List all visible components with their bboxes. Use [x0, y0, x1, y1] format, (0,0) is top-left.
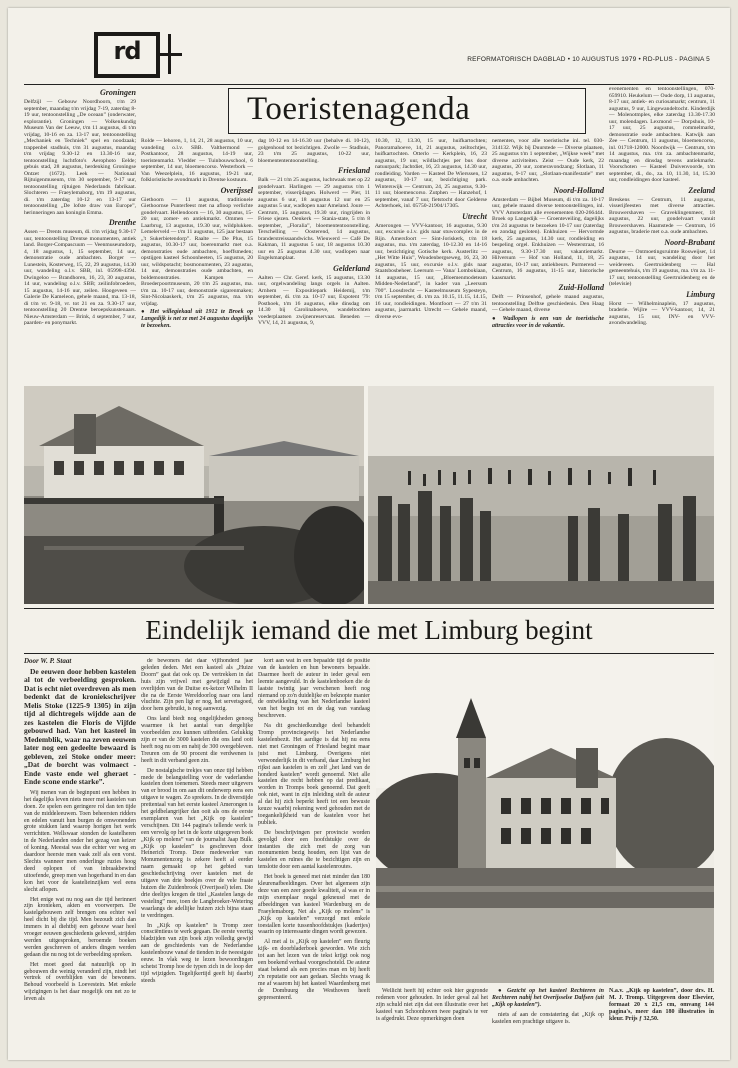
masthead-info: REFORMATORISCH DAGBLAD • 10 AUGUSTUS 1979 • RD-PLUS - PAGINA 5 [467, 56, 710, 63]
agenda-text: Breskens — Centrum, 11 augustus, visserijfeesten met diverse attracties. Brouwershaven — Graveklingenmeer, 18 augustus, 22 uur, gondelvaart vanuit Brouwershaven. Haamstede — Centrum, 16 augustus, braderie met o.a. oude ambachten. [609, 196, 715, 235]
agenda-column-6 [609, 86, 715, 382]
region-heading: Zuid-Holland [558, 283, 604, 292]
region-heading: Utrecht [462, 211, 487, 221]
agenda-text: dag 10-12 en 14-16.30 uur (behalve di. 10-12), golgenhoud tot bezichtigen. Zwolle — Stadhuis, 23 t/m 25 augustus, 10-22 uur, bloementententoonstelling. [258, 138, 370, 164]
agenda-text: Horst — Wilhelminaplein, 17 augustus, braderie. Wijlre — VVV-kantoor, 14, 21 augustus, 15 uur, INV- en VVV-avondwandeling. [609, 300, 715, 326]
article-column-2 [141, 658, 253, 1060]
article-headline: Eindelijk iemand die met Limburg begint [145, 615, 593, 645]
article-column-4 [376, 988, 488, 1060]
article-paragraph: Ons land biedt nog ongelijkheden genoeg waarmee ik het aantal van dergelijke voorbeelden zou kunnen uitbreiden. Gelukkig zijn er van de 3000 kastelen die ons land ooit heeft nog nu om en nabij de 300 overgebleven. Treuren om de 90 procent die verdwenen is heeft in dit verband geen zin. [141, 716, 253, 764]
region-heading: Friesland [337, 166, 370, 175]
agenda-text: Delfzijl — Gebouw Noordhoorn, t/m 29 september, maandag t/m vrijdag 7-19, zaterdag 8-19 uur, tentoonstelling „De oceaan” (onderwater, explorantie). Groningen — Volkenkundig Museum Van der Leeuw, t/m 11 augustus, di t/m vrijdag, 10-16 en za. 13-17 uur, tentoonstelling „Mechaniek en Techniek” spel en noodzaak; trappenbel stadhuis, t/m 31 augustus, maandag t/m vrijdag 9.30-12 en 13.30-16 uur, tentoonstelling luchtfoto's Aerophoto Eelde; gebuis stad, 28 augustus, herdenking Groningse Ontzet (1672). Leek — Nationaal Rijtuigenmuseum, t/m 30 september, 9-17 uur, tentoonstelling rijtuigen Nederlands fabrikaat. Slochteren — Fraeylemaborg, t/m 19 augustus, di. t/m zaterdag 10-12 en 13-17 uur tentoonstelling „De lofste draw van Europe”, herinneringen aan koningin Emma. [24, 99, 136, 216]
agenda-text: Amsterdam — Bijbel Museum, di t/m za. 10-17 uur, gehele maand diverse tentoonstellingen, inl. VVV Amsterdam alle evenementen 020-266444. Broek op Langedijk — Groenteveiling, dagelijks t/m 24 augustus te bezoeken 10-17 uur (zaterdag en zondag gesloten). Enkhuizen — Hervormde kerk, 25 augustus, 14.30 uur, rondleiding en bespeling orgel. Enkhuizen — Westerstraat, 16 augustus, 9.30-17.30 uur, vakantiemarkt. Hilversum — Hof van Holland, 11, 18, 25 augustus, 10-17 uur, antiekbeurs. Purmerend — Centrum, 16 augustus, 11-15 uur, historische kaasmarkt. [492, 196, 604, 281]
agenda-text: Delft — Prinsenhof, gehele maand augustus, tentoonstelling Delftse geschiedenis. Den Haag — Gehele maand, diverse [492, 294, 604, 313]
region-heading: Overijssel [220, 185, 253, 195]
section-title-box [228, 88, 586, 134]
photo-castle-rechteren [376, 658, 714, 983]
region-heading: Gelderland [333, 263, 370, 273]
photo-caption: ● Gezicht op het kasteel Rechteren in Rechteren nabij het Overijsselse Dalfsen (uit „Kijk op kastelen”). [492, 988, 604, 1008]
agenda-text: Rolde — Iehoren, 1, 14, 21, 28 augustus, 10 uur, wandeling o.l.v. SBB. Valthermond — Postkantoor, 28 augustus, 14-19 uur, toeristenmarkt. Vledder — Tuinbouwschool, 6 september, 14 uur, bloemencorso. Westerbork — Van Weezelplein, 16 augustus, 19-21 uur, folkloristische avondmarkt in Drentse kostuum. [141, 138, 253, 183]
article-paragraph: In „Kijk op kastelen” is Tromp zeer consciëntieus te werk gegaan. De eerste veertig bladzijden van zijn boek zijn volledig gewijd aan de geschiedenis van de Nederlandse kastelenbouw vanaf de tienden in de tweesigste eeuw. In vlak weg te lezen bewoordingen schetst Tromp hoe de typen zich in de loop der tijd wijzigden. Tegelijkertijd geeft hij daarbij steeds [141, 922, 253, 984]
article-paragraph: De nostalgische trekjes van onze tijd hebben mede de belangstelling voor de vaderlandse kastelen doen toenemen. Steeds meer uitgevers van er brood in om aan dit onderwerp eens een uitgave te wagen. Zo sprekers. In de diverstijde prettentaal van het eerste kasteel Amerongen is het geldbelangrijker dan ooit als ons de eerste exemplaren van het „Kijk op kastelen” verschijnen. Dit 144 pagina's tellende werk is een vervolg op het in de korte uitgegeven boek „Kijk op molens” van de journalist Jaap Bulk. „Kijk op kastelen” is geschreven door Heinerich Tromp. Deze medewerker van Monumentenzorg is zekere heeft al eerder naam gemaakt op het gebied van geschiedschrijving over kastelen met de uitgave van drie boekjes over de vele fraaie huizen die Zuidenbrook (Overijssel) telen. Die drie deeltjes kregen de titel „Kastelen langs de vesteling” mee, toen de Langbroeker-Wetering waarlangs de adellijke huizen zich bijna staan te verdringen. [141, 767, 253, 919]
article-paragraph: Al met al is „Kijk op kastelen” een fleurig kijk- en doorbladerboek geworden. Wie zich tot aan het lezen van de tekst krijgt ook nog een boekend verhaal voorgeschoteld. De auteur staat bekend als een precies man en bij heeft z'n reputatie oor aan gedaan. Slechts vraag ik me af waarom hij het kasteel Waardenberg met de Dombuurg die Westhoven heeft gepresenteerd. [258, 939, 370, 1001]
article-paragraph: kort aan wat in een bepaalde tijd de positie van de kastelen en hun bewoners bepaalde. Daarmee heeft de auteur in ieder geval een leemte aangevuld. In de kastelenboeken die de laatste twintig jaar verschenen heeft nog niemand op zo'n duidelijke en beknopte manier de ontwikkeling van het Nederlandse kasteel van het begin tot en de dag van vandaag beschreven. [258, 658, 370, 720]
photo-mudflat-walkers [368, 386, 714, 604]
agenda-text: Amerongen — VVV-kantoor, 16 augustus, 9.30 uur, excursie o.l.v. gids naar stuwcomplex in de Rijn. Amersfoort — Sint-Joriskerk, t/m 18 augustus, ma. t/m zaterdag, 10-12.30 en 14-16 uur, bezichtiging Gotische kerk. Austerlitz — „Het Witte Huis”, Woudenbergseweg, 16, 23, 30 augustus, 15 uur, excursie o.l.v. gids naar Staatsbosbeheer. Leersum — Vana/ Lombokiaan, 14 augustus, 15 uur, „Bloemenmodeteam Midden-Nederland”, in kader van „Leersum 700”. Loosdrecht — Kasteelmuseum Sypesteyn, t/m 15 september, di. t/m za. 10.15, 11.15, 14.15, 16 uur, rondleidingen. Montfoort — 27 t/m 31 augustus, jaarmarkt. Utrecht — Gehele maand, diverse evo- [375, 222, 487, 320]
article-paragraph: de bewoners dat daar vijfhonderd jaar geleden deden. Met een kasteel als „Huize Doorn” gaat dat ook op. De vertrekken in dat huis zijn vrijwel met gewijzigd na het overlijden van de Duitse ex-keizer Wilhelm II die na de Eerste Wereldoorlog naar ons land vluchtte. Zijn pen ligt er nog, het servetsgoed, door hem gebruikt, is nog aanwezig. [141, 658, 253, 713]
agenda-column-4 [375, 138, 487, 382]
region-heading: Noord-Brabant [664, 237, 715, 247]
region-heading: Groningen [99, 88, 136, 97]
newspaper-logo: rd [94, 32, 160, 78]
photo-auction-image [24, 386, 364, 604]
article-paragraph: Het boek is geneed met niet minder dan 180 kleurenafbeeldingen. Over het algemeen zijn deze van een zeer goede kwaliteit, al was er in mijn exemplaar nogal gekneusd met de afbeeldingen van kasteel Wardenburg en de Fraeylemaborg. Net als „Kijk op molens” is „Kijk op kastelen” verzorgd met enkele toestallen korte tussenhoofdstukjes (kadertjes) waarin op interessante dingen wordt gewezen. [258, 874, 370, 936]
article-byline: Door W. P. Staat [24, 658, 72, 665]
agenda-column-5 [492, 138, 604, 382]
article-paragraph: Het enige wat nu nog aan die tijd herinnert zijn kronieken, akten en voorwerpen. De kastelgebouwen zelf brengen ons echter wel heel dicht bij die tijd. Men bezoudt zich dan immers in al diehtbij een gebouw waar heel vroeger eeuwen geschiedenis geleverd, strijden werden uitgesproken, beroemde boeken werden geschreven of anders dingen werden gedaan die nu nog tot de verbeelding spreken. [24, 896, 136, 958]
article-column-5 [492, 988, 604, 1060]
region-heading: Limburg [686, 289, 715, 299]
region-heading: Noord-Holland [553, 185, 604, 195]
newspaper-page [8, 8, 730, 1060]
photo-caption: ● Het willegiekaal uit 1912 te Broek op Langedijk is net ze met 24 augustus dagelijks te bezoeken. [141, 309, 253, 329]
section-title: Toeristenagenda [247, 91, 471, 127]
article-paragraph: Na dit geschiedkundige deel behandelt Tromp provinciegewijs het Nederlandse kastelenbezit. Het aardige is dat hij nu eens niet met Groningen of Friesland begint maar juist met Limburg. Overigens niet verwonderlijk in dit verband, daar Limburg het rijkst aan kastelen is en zelf „het land van de honderd kastelen” wordt genoemd. Niet alle kastelen die recht hebben op dat predikaat, worden in Tromps boek genoemd. Dat geeft ook niet, want in zijn inleiding stelt de auteur al dat hij zich beperkt heeft tot een bewuste keuze waarbij rekening werd gehouden met de toegankelijkheid van de kastelen voor het publiek. [258, 723, 370, 826]
article-column-6 [609, 988, 714, 1060]
agenda-text: 10.30, 12, 13.30, 15 uur, huifkartochten; Panoramahoeve, 14, 21 augustus, zeiltochtjes, huifkartochten. Otterlo — Kerkplein, 16, 23 augustus, 19 uur, wildlachtjes per bus door natuurpark; Jachtdiet, 16, 23 augustus, 14.30 uur, rondleiding. Varden — Kasteel De Wiersssen, 12 augustus, 10-17 uur, bezichtiging park. Winterswijk — Centrum, 24, 25 augustus, 9.30-11 uur, bloemencorso. Zutphen — Hanzehof, 1 september, vanaf 7 uur, fietstocht door Gelderse Achterhoek, inl. 05750-21904/17305. [375, 138, 487, 209]
photo-wadlopen-image [368, 386, 714, 604]
book-details: N.a.v. „Kijk op kastelen”, door drs. H. M. J. Tromp. Uitgegeven door Elsevier, formaat 20 x 21,5 cm, omvang 144 pagina's, meer dan 180 illustraties in kleur. Prijs ƒ 32,50. [609, 988, 714, 1022]
agenda-text: Balk — 21 t/m 25 augustus, luchtwaak met op 22 gondelvaart. Harlingen — 29 augustus t/m 1 september, visserijdagen. Holwerd — Pier, 11 augustus 6 uur, 18 augustus 12 uur en 25 augustus 5 uur, wadlopen naar Ameland. Joure — Centrum, 15 augustus, 19.30 uur, ringrijden in Friese sjezen. Oenkerk — Stania-state, 5 t/m 8 september, „Floralia”, bloemententoonstelling. Terschelling — Oosterend, 14 augustus, branderstreissaandwichs. Wieuwerd — Café De Kakman, 11 augustus 5 uur, 18 augustus 10.30 uur en 25 augustus 4.30 uur, wadlopen naar Engelsmanplaat. [258, 177, 370, 261]
article-paragraph: Het moet goed dat natuurlijk op in gebouwen die weinig veranderd zijn, nindt het vertrek of overblijden van de bewoners. Behoud voorbeeld is Loevestein. Met enkele wijzigingen is het daar mogelijk om net zo te leven als [24, 961, 136, 1003]
agenda-column-1 [24, 86, 136, 382]
region-heading: Zeeland [688, 185, 715, 195]
agenda-column-2 [141, 138, 253, 382]
agenda-column-3 [258, 138, 370, 382]
agenda-text: Aalten — Chr. Geref. kerk, 15 augustus, 13.30 uur, orgelwandeling langs orgels in Aalten. Arnhem — Expositiepark Heidemij, t/m september, di. t/m za. 10-17 uur, Expotent '79: Posthoek, t/m 16 augustus, elke dinsdag om 14.30 bij Carolinaboeve, wandeltochten voederplaatsen zwijnenreservaat. Beneden — VVV, 14, 21 augustus, 9, [258, 274, 370, 326]
logo-grid-icon [158, 34, 182, 74]
photo-caption: ● Wadlopen is een van de toeristische attracties voor in de vakantie. [492, 315, 604, 329]
article-paragraph: Wij menen van de beginpunt een hebben in het dagelijks leven niets meer met kastelen van doen. Ze spelen een geringere rol dan ten tijde van de middeleeuwen. Toen beheersten ridders en edelen vanuit hun burgen de omwonenden grote stukken land waarop horigen het werk verrichtten. Wellswaar stonden de kastelheren in de Nederlanden onder het gezag van keizer of koning. Meestal was die echter ver weg en daardoor heerste men vaak zelf als een vorst. Slechts wanneer men onderlinge ruzies hoog deed oplopen of van inbraakbewind uitoefende, greep men van hogerhand in en dan kon het voor de kastelieinzijken wel eens slecht aflopen. [24, 789, 136, 893]
article-column-3 [258, 658, 370, 1060]
agenda-text: Deurne — Ontmoetingsruimte Rosweijser, 14 augustus, 14 uur, wandeling door het weideveen. Geertruidenberg — Hal gemeentehuis, t/m 19 augustus, ma. t/m za. 11-17 uur, tentoonstelling Geertruidenberg en de (televisie) [609, 248, 715, 287]
article-column-1 [24, 658, 136, 1060]
article-paragraph: De beschrijvingen per provincie worden gevolgd door een hoofdstukje over de instanties die zich met de zorg van monumenten bezig houden, een lijst van de kastelen en ruïnes die te bezichtigen zijn en tenslotte door een aantal kastelenroutes. [258, 829, 370, 871]
agenda-text: evenementen en tentoonstellingen, 070-659910. Heukelum — Oude dorp, 11 augustus, 8-17 uur, antiek- en curiosamarkt; centrum, 11 augustus, 9 uur, Lingewandeltocht. Kinderdijk — Molenotmples, elke zaterdag 13.30-17.30 uur, molendagen. Lexmond — Dorpshuis, 10-17 uur, 25 augustus, rommelmarkt, demonstratie oude ambachten. Katwijk aan Zee — Centrum, 11 augustus, bloemencorso, inl. 01718-12000. Noordwijk — Centrum, t/m 14 augustus, ma. t/m za. ambachtenmarkt, maandag en dinsdag tevens antiekmarkt. Voorschoten — Kasteel Duivenvoorde, t/m september, di., do., za. 10, 11.30, 14, 15.30 uur, rondleidingen door kasteel. [609, 86, 715, 183]
region-heading: Drenthe [108, 218, 136, 227]
photo-vegetable-auction [24, 386, 364, 604]
article-paragraph: niets af aan de constatering dat „Kijk op kastelen een prachtige uitgave is. [492, 1012, 604, 1025]
agenda-text: Giethoorn — 11 augustus, traditionele Giethoornse Punterfeest met na afloop verlichte gondelvaart. Hellendoorn — 16, 30 augustus, 15-20 uur, zomer- en antiekmarkt. Ommen — Laarbrug, 13 augustus, 19.30 uur, wildplukken. Lemelerveld — t/m 11 augustus, 125 jaar bestaan „'t Sukerbietendorp”. Raalte — De Plus, 15 augustus, 10.30-17 uur, boerenmarkt met o.a. demonstraties oude ambachten, hoeffsmeden; opstijgen kasteel Schoonheeten, 15 augustus, 20 uur, wildspotacht; bosmonumenten, 23 augustus, 14 uur, demonstraties oude ambachten, en boldemonstraties. Kampen — Broederpoortmuseum, 20 t/m 25 augustus, ma. t/m za. 10-17 uur, demonstratie sigarenmaken; Sint-Nicolaaskerk, t/m 25 augustus, ma. t/m vrijdag. [141, 196, 253, 307]
photo-castle-image [376, 658, 714, 983]
article-paragraph: Wellicht heeft hij echter ook hier gegronde redenen voor gehouden. In ieder geval zal het zijn schuld niet zijn dat een illustratie over het kasteel van Schoonhoven twee pagina's te ver is afgedrukt. Deze opmerkingen doen [376, 988, 488, 1022]
agenda-text: Assen — Drents museum, di. t/m vrijdag 9.30-17 uur, tentoonstelling Drentse monumenten, antiek land. Borger-Compascuum — Veenmuseumdorp, 4, 18 augustus, 1, 15 september, 14 uur, demonstratie oude ambachten. Borger — Lunestein, Kosterweg, 15, 22, 29 augustus, 14.30 uur, wandeling o.l.v. SBB, inl. 05998-4394. Dwingeloo — Brandhoren, 16, 23, 30 augustus, 14 uur, wandeling o.l.v. SBB; zeilinfobroeders, 15 augustus, 14-16 uur, zeilen. Hoogeveen — Galerie De Kameleon, gehele maand, ma. 13-18, di t/m vr. 9-18, vr. tot 21 en za. 9.30-17 uur, tentoonstelling 20 Drentse beroepskunstenaars. Nieuw-Amsterdam — Brink, 4 september, 7 uur, paarden- en ponymarkt. [24, 229, 136, 326]
article-paragraph: De eeuwen door hebben kastelen al tot de verbeelding gesproken. Dat is echt niet overdreven als men bedenkt dat de kroniekschrijver Melis Stoke (1225-9 1305) in zijn tijd al dichtregels wijdde aan de zes kastelen die Floris de Vijfde gebouwd had. Van het kasteel in Medemblik, waar na zeven eeuwen later nog een gedeelte bewaard is gebleven, zei Stoke onder meer: „Dat de borcht was volmaect - Ende vaste ende wel gheraet - Ende scone ende starke”. [24, 666, 136, 787]
article-headline-banner [24, 608, 714, 654]
masthead [24, 26, 714, 85]
agenda-text: nementen, voor alle toeristische inl. tel. 030-314132. Wijk bij Duurstede — Diverse plaatsen, 25 augustus t/m 1 september, „Wijkse week” met diverse activiteiten. Zeist — Oude kerk, 22 augustus, 20 uur, zomeravondzang; Slotlaan, 11 augustus, 9-17 uur, „Slotlaan-manifestatie” met o.a. oude ambachten. [492, 138, 604, 183]
